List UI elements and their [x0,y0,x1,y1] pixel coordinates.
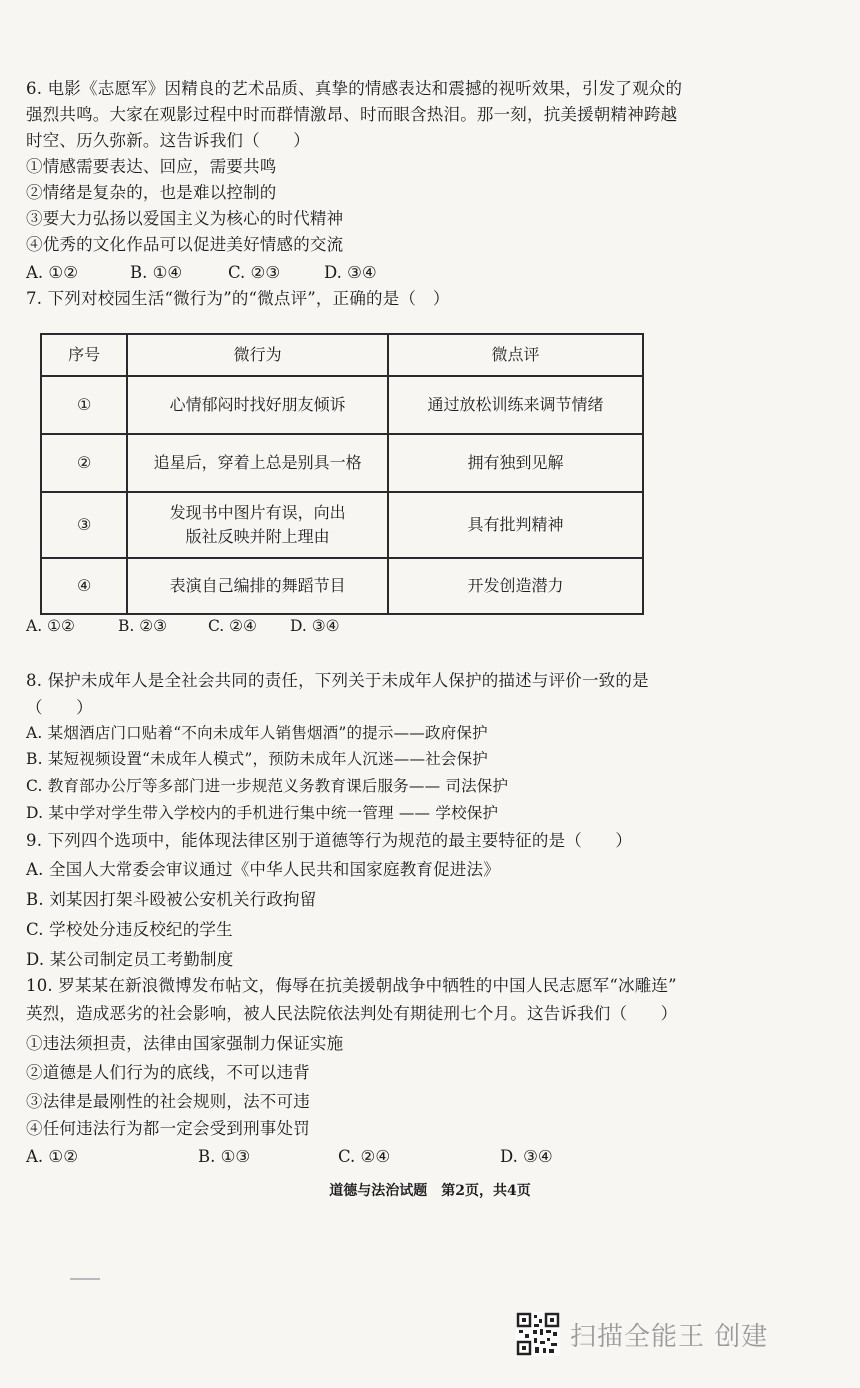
row-behavior: 追星后，穿着上总是别具一格 [127,434,388,492]
q6-statement-3: ③要大力弘扬以爱国主义为核心的时代精神 [26,209,344,228]
q7-option-d: D. ③④ [290,617,340,635]
q9-option-a: A. 全国人大常委会审议通过《中华人民共和国家庭教育促进法》 [26,860,500,879]
row-num: ② [41,434,127,492]
q6-options [26,262,377,284]
pen-mark [70,1278,100,1280]
q8-option-c: C. 教育部办公厅等多部门进一步规范义务教育课后服务—— 司法保护 [26,777,509,795]
q9-option-c: C. 学校处分违反校纪的学生 [26,920,233,939]
q10-statement-2: ②道德是人们行为的底线，不可以违背 [26,1063,310,1082]
q9-stem: 9. 下列四个选项中，能体现法律区别于道德等行为规范的最主要特征的是（ ） [26,831,633,850]
q10-statement-4: ④任何违法行为都一定会受到刑事处罚 [26,1119,310,1138]
row-comment: 拥有独到见解 [388,434,643,492]
q8-stem-line-2: （ ） [26,698,93,717]
q9-option-d: D. 某公司制定员工考勤制度 [26,950,234,969]
q7-option-b: B. ②③ [118,617,168,635]
q7-stem: 7. 下列对校园生活“微行为”的“微点评”，正确的是（ ） [26,289,450,308]
table-row [41,558,643,614]
row-num: ① [41,376,127,434]
q10-stem-line-1: 10. 罗某某在新浪微博发布帖文，侮辱在抗美援朝战争中牺牲的中国人民志愿军“冰雕连” [26,976,677,995]
row-comment: 开发创造潜力 [388,558,643,614]
q6-statement-4: ④优秀的文化作品可以促进美好情感的交流 [26,235,344,254]
row-behavior: 心情郁闷时找好朋友倾诉 [127,376,388,434]
q8-option-a: A. 某烟酒店门口贴着“不向未成年人销售烟酒”的提示——政府保护 [26,724,488,742]
q8-option-b: B. 某短视频设置“未成年人模式”，预防未成年人沉迷——社会保护 [26,750,488,768]
table-header-row [41,334,643,376]
watermark-label: 扫描全能王 创建 [570,1321,769,1352]
table-row [41,376,643,434]
row-comment: 通过放松训练来调节情绪 [388,376,643,434]
table-header-behavior: 微行为 [127,334,388,376]
table-header-comment: 微点评 [388,334,643,376]
q10-statement-1: ①违法须担责，法律由国家强制力保证实施 [26,1034,344,1053]
q10-option-d: D. ③④ [500,1147,553,1166]
q6-stem-line-2: 强烈共鸣。大家在观影过程中时而群情激昂、时而眼含热泪。那一刻，抗美援朝精神跨越 [26,105,678,124]
q6-option-d: D. ③④ [324,263,377,282]
q9-option-b: B. 刘某因打架斗殴被公安机关行政拘留 [26,890,317,909]
q6-option-c: C. ②③ [228,263,281,282]
q6-option-a: A. ①② [26,263,78,282]
row-num: ③ [41,492,127,558]
row-num: ④ [41,558,127,614]
q10-option-c: C. ②④ [338,1147,391,1166]
q8-stem-line-1: 8. 保护未成年人是全社会共同的责任，下列关于未成年人保护的描述与评价一致的是 [26,671,649,690]
q7-option-a: A. ①② [26,617,75,635]
q10-option-b: B. ①③ [198,1147,251,1166]
row-behavior: 发现书中图片有误，向出版社反映并附上理由 [127,492,388,558]
q6-statement-1: ①情感需要表达、回应，需要共鸣 [26,157,277,176]
row-behavior: 表演自己编排的舞蹈节目 [127,558,388,614]
scanner-watermark [516,1310,768,1358]
q10-stem-line-2: 英烈，造成恶劣的社会影响，被人民法院依法判处有期徒刑七个月。这告诉我们（ ） [26,1004,678,1023]
qr-code-icon [516,1312,560,1356]
row-comment: 具有批判精神 [388,492,643,558]
q6-statement-2: ②情绪是复杂的，也是难以控制的 [26,183,277,202]
q7-options [26,615,340,637]
q10-option-a: A. ①② [26,1147,78,1166]
page-footer: 道德与法治试题 第2页，共4页 [329,1183,531,1199]
q6-stem-line-3: 时空、历久弥新。这告诉我们（ ） [26,131,310,150]
q6-stem-line-1: 6. 电影《志愿军》因精良的艺术品质、真挚的情感表达和震撼的视听效果，引发了观众的 [26,79,683,98]
q7-table [40,333,644,615]
q7-option-c: C. ②④ [208,617,257,635]
q8-option-d: D. 某中学对学生带入学校内的手机进行集中统一管理 —— 学校保护 [26,804,499,822]
q10-options [26,1146,553,1168]
q10-statement-3: ③法律是最刚性的社会规则，法不可违 [26,1092,310,1111]
table-row [41,492,643,558]
q6-option-b: B. ①④ [130,263,183,282]
table-header-num: 序号 [41,334,127,376]
table-row [41,434,643,492]
